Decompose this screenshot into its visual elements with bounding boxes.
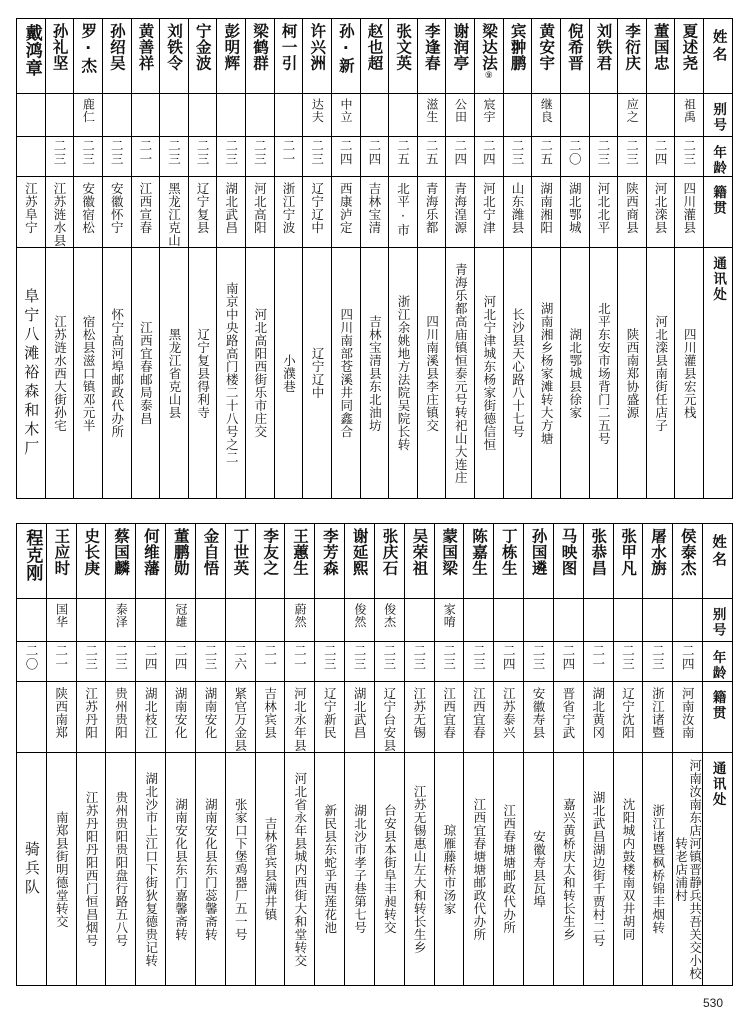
cell-address: 嘉兴黄桥庆太和转长生乡	[553, 753, 583, 986]
cell-age: 二五	[532, 137, 561, 177]
header-origin: 籍贯	[704, 177, 733, 248]
cell-address: 吉林省宾县满井镇	[255, 753, 285, 986]
cell-age: 二四	[331, 137, 360, 177]
cell-origin: 浙江宁波	[274, 177, 303, 248]
cell-name: 马映图	[553, 524, 583, 599]
cell-alias	[464, 599, 494, 642]
cell-age: 二一	[255, 642, 285, 682]
cell-name: 何维藩	[136, 524, 166, 599]
cell-alias	[583, 599, 613, 642]
cell-name: 侯泰杰	[673, 524, 703, 599]
cell-age: 二一	[274, 137, 303, 177]
cell-name: 王应时	[46, 524, 76, 599]
cell-origin: 江苏无锡	[404, 682, 434, 753]
cell-address: 四川灌县宏元栈	[675, 248, 704, 499]
header-address: 通讯处	[703, 753, 733, 986]
cell-origin: 河北高阳	[246, 177, 275, 248]
cell-age: 二三	[404, 642, 434, 682]
address-row	[17, 753, 733, 986]
cell-alias: 中立	[331, 94, 360, 137]
cell-age: 二四	[446, 137, 475, 177]
cell-address: 小濮巷	[274, 248, 303, 499]
cell-address: 南京中央路高门楼二十八号之二	[217, 248, 246, 499]
cell-name: 李逢春	[417, 19, 446, 94]
cell-name: 戴鸿章	[17, 19, 46, 94]
cell-origin: 辽宁沈阳	[613, 682, 643, 753]
cell-age: 二三	[74, 137, 103, 177]
cell-age: 二一	[285, 642, 315, 682]
cell-origin: 江苏丹阳	[76, 682, 106, 753]
cell-address: 长沙县天心路八十七号	[503, 248, 532, 499]
cell-address: 河南汝南东店河镇晋静兵共吾关交小校转老店浦村	[673, 753, 703, 986]
cell-name: 丁栋生	[494, 524, 524, 599]
header-origin: 籍贯	[703, 682, 733, 753]
header-age: 年龄	[703, 642, 733, 682]
cell-age: 二四	[553, 642, 583, 682]
cell-address: 张家口下堡鸡器厂五一号	[225, 753, 255, 986]
cell-name: 孙绍吴	[102, 19, 131, 94]
cell-origin: 河北宁津	[475, 177, 504, 248]
cell-alias	[646, 94, 675, 137]
cell-age: 二三	[434, 642, 464, 682]
cell-alias	[217, 94, 246, 137]
page-number: 530	[702, 996, 723, 1010]
cell-name: 程克刚	[17, 524, 47, 599]
cell-alias	[17, 94, 46, 137]
cell-origin: 辽宁复县	[188, 177, 217, 248]
cell-address: 阜宁八滩裕森和木厂	[17, 248, 46, 499]
cell-origin: 湖北枝江	[136, 682, 166, 753]
cell-name: 赵也超	[360, 19, 389, 94]
cell-alias	[553, 599, 583, 642]
cell-age: 二四	[475, 137, 504, 177]
header-name: 姓名	[704, 19, 733, 94]
cell-address: 安徽寿县瓦埠	[524, 753, 554, 986]
cell-origin: 贵州贵阳	[106, 682, 136, 753]
cell-age: 二五	[417, 137, 446, 177]
cell-origin: 河北北平	[589, 177, 618, 248]
cell-origin: 江西宜春	[434, 682, 464, 753]
cell-name: 蒙国梁	[434, 524, 464, 599]
cell-address: 江西宜春塘塘邮政代办所	[464, 753, 494, 986]
cell-age: 二三	[45, 137, 74, 177]
cell-address: 湖北鄂城县徐家	[560, 248, 589, 499]
cell-age: 二三	[464, 642, 494, 682]
cell-name: 张文英	[389, 19, 418, 94]
cell-alias: 国华	[46, 599, 76, 642]
cell-age: 二三	[76, 642, 106, 682]
header-alias: 别号	[704, 94, 733, 137]
cell-alias	[255, 599, 285, 642]
cell-name: 梁达法 ⑨	[475, 19, 504, 94]
cell-name: 李友之	[255, 524, 285, 599]
cell-name: 谢润亭	[446, 19, 475, 94]
cell-age: 二四	[646, 137, 675, 177]
cell-address: 江苏丹阳丹阳西门恒昌烟号	[76, 753, 106, 986]
cell-address: 北平东安市场背门二五号	[589, 248, 618, 499]
cell-alias	[195, 599, 225, 642]
cell-name: 倪希晋	[560, 19, 589, 94]
cell-alias	[17, 599, 47, 642]
cell-age: 二四	[360, 137, 389, 177]
cell-name: 陈嘉生	[464, 524, 494, 599]
alias-row	[17, 94, 733, 137]
origin-row	[17, 682, 733, 753]
cell-alias	[589, 94, 618, 137]
cell-origin: 黑龙江克山	[160, 177, 189, 248]
cell-age: 二三	[303, 137, 332, 177]
cell-alias	[643, 599, 673, 642]
cell-name: 吴荣祖	[404, 524, 434, 599]
cell-origin: 安徽寿县	[524, 682, 554, 753]
cell-origin: 辽宁台安县	[374, 682, 404, 753]
cell-alias: 家唷	[434, 599, 464, 642]
cell-address: 湖北武昌湖边街千贾村二号	[583, 753, 613, 986]
cell-origin: 河北滦县	[646, 177, 675, 248]
cell-address: 四川南溪县李庄镇交	[417, 248, 446, 499]
cell-origin: 湖北鄂城	[560, 177, 589, 248]
cell-alias: 鹿仁	[74, 94, 103, 137]
cell-alias	[613, 599, 643, 642]
cell-address: 河北省永年县城内西街大和堂转交	[285, 753, 315, 986]
header-age: 年龄	[704, 137, 733, 177]
cell-address: 浙江余姚地方法院吴院长转	[389, 248, 418, 499]
cell-name: 黄善祥	[131, 19, 160, 94]
cell-age: 二三	[643, 642, 673, 682]
cell-age: 二六	[225, 642, 255, 682]
cell-name: 许兴洲	[303, 19, 332, 94]
cell-address: 青海乐都高庙镇恒泰元号转祀山大连庄	[446, 248, 475, 499]
cell-age: 二三	[613, 642, 643, 682]
cell-name: 刘铁君	[589, 19, 618, 94]
cell-origin: 辽宁新民	[315, 682, 345, 753]
cell-origin: 湖南安化	[195, 682, 225, 753]
cell-origin: 江苏泰兴	[494, 682, 524, 753]
cell-age: 二三	[503, 137, 532, 177]
cell-name: 夏述尧	[675, 19, 704, 94]
cell-origin: 湖南湘阳	[532, 177, 561, 248]
cell-age: 二三	[589, 137, 618, 177]
age-row	[17, 137, 733, 177]
cell-age: 二一	[131, 137, 160, 177]
cell-origin: 青海乐都	[417, 177, 446, 248]
cell-age: 二三	[106, 642, 136, 682]
cell-address: 湖北沙市上江口下街狄复德贵记转	[136, 753, 166, 986]
cell-age: 二三	[315, 642, 345, 682]
cell-age: 二三	[374, 642, 404, 682]
cell-address: 湖北沙市孝子巷第七号	[345, 753, 375, 986]
cell-origin: 四川灌县	[675, 177, 704, 248]
cell-age: 二三	[195, 642, 225, 682]
cell-name: 屠水旃	[643, 524, 673, 599]
cell-age: 二四	[673, 642, 703, 682]
cell-alias: 达夫	[303, 94, 332, 137]
cell-name: 史长庚	[76, 524, 106, 599]
cell-name: 彭明辉	[217, 19, 246, 94]
cell-origin: 晋省宁武	[553, 682, 583, 753]
cell-address: 陕西南郑协盛源	[618, 248, 647, 499]
cell-origin: 河南汝南	[673, 682, 703, 753]
cell-origin: 山东潍县	[503, 177, 532, 248]
cell-alias	[274, 94, 303, 137]
cell-address: 河北滦县南街任店子	[646, 248, 675, 499]
cell-address: 新民县东蛇乎西莲花池	[315, 753, 345, 986]
cell-age: 二三	[618, 137, 647, 177]
cell-alias	[188, 94, 217, 137]
address-row	[17, 248, 733, 499]
cell-alias	[673, 599, 703, 642]
cell-alias: 继良	[532, 94, 561, 137]
cell-alias: 蔚然	[285, 599, 315, 642]
cell-name: 孙国遴	[524, 524, 554, 599]
alias-row	[17, 599, 733, 642]
cell-alias: 公田	[446, 94, 475, 137]
cell-origin: 紧官万金县	[225, 682, 255, 753]
cell-alias	[131, 94, 160, 137]
cell-name: 张庆石	[374, 524, 404, 599]
cell-name: 丁世英	[225, 524, 255, 599]
cell-age: 二一	[583, 642, 613, 682]
cell-age: 二三	[345, 642, 375, 682]
cell-age: 二四	[166, 642, 196, 682]
cell-origin: 西康泸定	[331, 177, 360, 248]
cell-origin: 陕西南郑	[46, 682, 76, 753]
cell-alias	[136, 599, 166, 642]
cell-address: 河北宁津城东杨家街德信恒	[475, 248, 504, 499]
name-row	[17, 19, 733, 94]
cell-name: 董国忠	[646, 19, 675, 94]
header-name: 姓名	[703, 524, 733, 599]
cell-address: 四川南部苍溪井同鑫合	[331, 248, 360, 499]
cell-alias	[160, 94, 189, 137]
cell-origin: 安徽宿松	[74, 177, 103, 248]
cell-origin: 湖北武昌	[217, 177, 246, 248]
cell-name: 梁鹤群	[246, 19, 275, 94]
cell-alias: 冠雄	[166, 599, 196, 642]
cell-age: 二三	[102, 137, 131, 177]
age-row	[17, 642, 733, 682]
cell-address: 贵州贵阳贵阳盘行路五八号	[106, 753, 136, 986]
cell-origin: 青海湟源	[446, 177, 475, 248]
cell-origin: 安徽怀宁	[102, 177, 131, 248]
cell-origin: 江苏阜宁	[17, 177, 46, 248]
cell-alias: 俊然	[345, 599, 375, 642]
cell-address: 江西宜春邮局泰昌	[131, 248, 160, 499]
cell-name: 黄安宇	[532, 19, 561, 94]
cell-alias	[102, 94, 131, 137]
cell-address: 台安县本街阜丰昶转交	[374, 753, 404, 986]
cell-alias	[404, 599, 434, 642]
cell-name: 宾翀鹏	[503, 19, 532, 94]
cell-alias: 祖禹	[675, 94, 704, 137]
cell-origin: 江西宣春	[131, 177, 160, 248]
cell-origin: 江苏涟水县	[45, 177, 74, 248]
cell-name: 张恭昌	[583, 524, 613, 599]
cell-name: 李芳森	[315, 524, 345, 599]
cell-alias	[560, 94, 589, 137]
cell-origin: 江西宜春	[464, 682, 494, 753]
cell-alias	[315, 599, 345, 642]
cell-address: 江西春塘塘邮政代办所	[494, 753, 524, 986]
cell-alias: 应之	[618, 94, 647, 137]
cell-address: 辽宁辽中	[303, 248, 332, 499]
cell-address: 江苏无锡惠山左大和转长生乡	[404, 753, 434, 986]
cell-name: 罗·杰	[74, 19, 103, 94]
cell-alias	[76, 599, 106, 642]
cell-age	[17, 137, 46, 177]
cell-age: 二〇	[560, 137, 589, 177]
cell-origin: 湖南安化	[166, 682, 196, 753]
cell-age: 二一	[46, 642, 76, 682]
name-row	[17, 524, 733, 599]
cell-alias	[389, 94, 418, 137]
cell-address: 沈阳城内鼓楼南双井胡同	[613, 753, 643, 986]
header-alias: 别号	[703, 599, 733, 642]
cell-age: 二四	[136, 642, 166, 682]
cell-name: 李衍庆	[618, 19, 647, 94]
cell-alias	[45, 94, 74, 137]
cell-origin: 湖北黄冈	[583, 682, 613, 753]
cell-address: 江苏涟水西大街孙宅	[45, 248, 74, 499]
cell-age: 二三	[217, 137, 246, 177]
cell-name: 金自悟	[195, 524, 225, 599]
cell-address: 宿松县滋口镇邓元半	[74, 248, 103, 499]
cell-origin: 陕西商县	[618, 177, 647, 248]
cell-origin: 河北永年县	[285, 682, 315, 753]
cell-origin: 吉林宝清	[360, 177, 389, 248]
cell-alias	[503, 94, 532, 137]
cell-age: 二三	[246, 137, 275, 177]
cell-name: 柯一引	[274, 19, 303, 94]
cell-origin: 吉林宾县	[255, 682, 285, 753]
cell-alias	[360, 94, 389, 137]
cell-origin: 北平·市	[389, 177, 418, 248]
cell-alias	[246, 94, 275, 137]
cell-alias: 俊杰	[374, 599, 404, 642]
cell-address: 怀宁高河埠邮政代办所	[102, 248, 131, 499]
origin-row	[17, 177, 733, 248]
roster-table-bottom	[16, 523, 733, 986]
header-address: 通讯处	[704, 248, 733, 499]
cell-address: 湖南安化县东门嘉馨斋转	[166, 753, 196, 986]
table-gap	[16, 499, 733, 523]
cell-age: 二三	[675, 137, 704, 177]
cell-origin: 湖北武昌	[345, 682, 375, 753]
cell-alias: 滋生	[417, 94, 446, 137]
cell-name: 谢延熙	[345, 524, 375, 599]
cell-age: 二三	[524, 642, 554, 682]
cell-name: 宁金波	[188, 19, 217, 94]
cell-age: 二三	[160, 137, 189, 177]
cell-name: 董鹏勋	[166, 524, 196, 599]
roster-table-top	[16, 18, 733, 499]
cell-alias	[524, 599, 554, 642]
cell-address: 湖南安化县东门蕊馨斋转	[195, 753, 225, 986]
cell-address: 吉林宝清县东北油坊	[360, 248, 389, 499]
cell-address: 湖南湘乡杨家滩转大方塘	[532, 248, 561, 499]
cell-address: 琼雁藤桥市汤家	[434, 753, 464, 986]
cell-address: 浙江诸暨枫桥锦丰烟转	[643, 753, 673, 986]
cell-address: 河北高阳西街乐市庄交	[246, 248, 275, 499]
cell-origin: 辽宁辽中	[303, 177, 332, 248]
cell-address: 南郑县街明德堂转交	[46, 753, 76, 986]
cell-name: 刘铁令	[160, 19, 189, 94]
cell-name: 蔡国麟	[106, 524, 136, 599]
cell-alias	[494, 599, 524, 642]
cell-alias: 宸宇	[475, 94, 504, 137]
cell-age: 二〇	[17, 642, 47, 682]
cell-age: 二三	[188, 137, 217, 177]
cell-age: 二五	[389, 137, 418, 177]
cell-name: 王蕙生	[285, 524, 315, 599]
cell-origin: 浙江诸暨	[643, 682, 673, 753]
cell-address: 黑龙江省克山县	[160, 248, 189, 499]
cell-alias: 泰泽	[106, 599, 136, 642]
cell-origin	[17, 682, 47, 753]
cell-name: 孙·新	[331, 19, 360, 94]
cell-name: 张甲凡	[613, 524, 643, 599]
cell-alias	[225, 599, 255, 642]
cell-address: 骑兵队	[17, 753, 47, 986]
cell-address: 辽宁复县得利寺	[188, 248, 217, 499]
cell-age: 二四	[494, 642, 524, 682]
cell-name: 孙礼坚	[45, 19, 74, 94]
